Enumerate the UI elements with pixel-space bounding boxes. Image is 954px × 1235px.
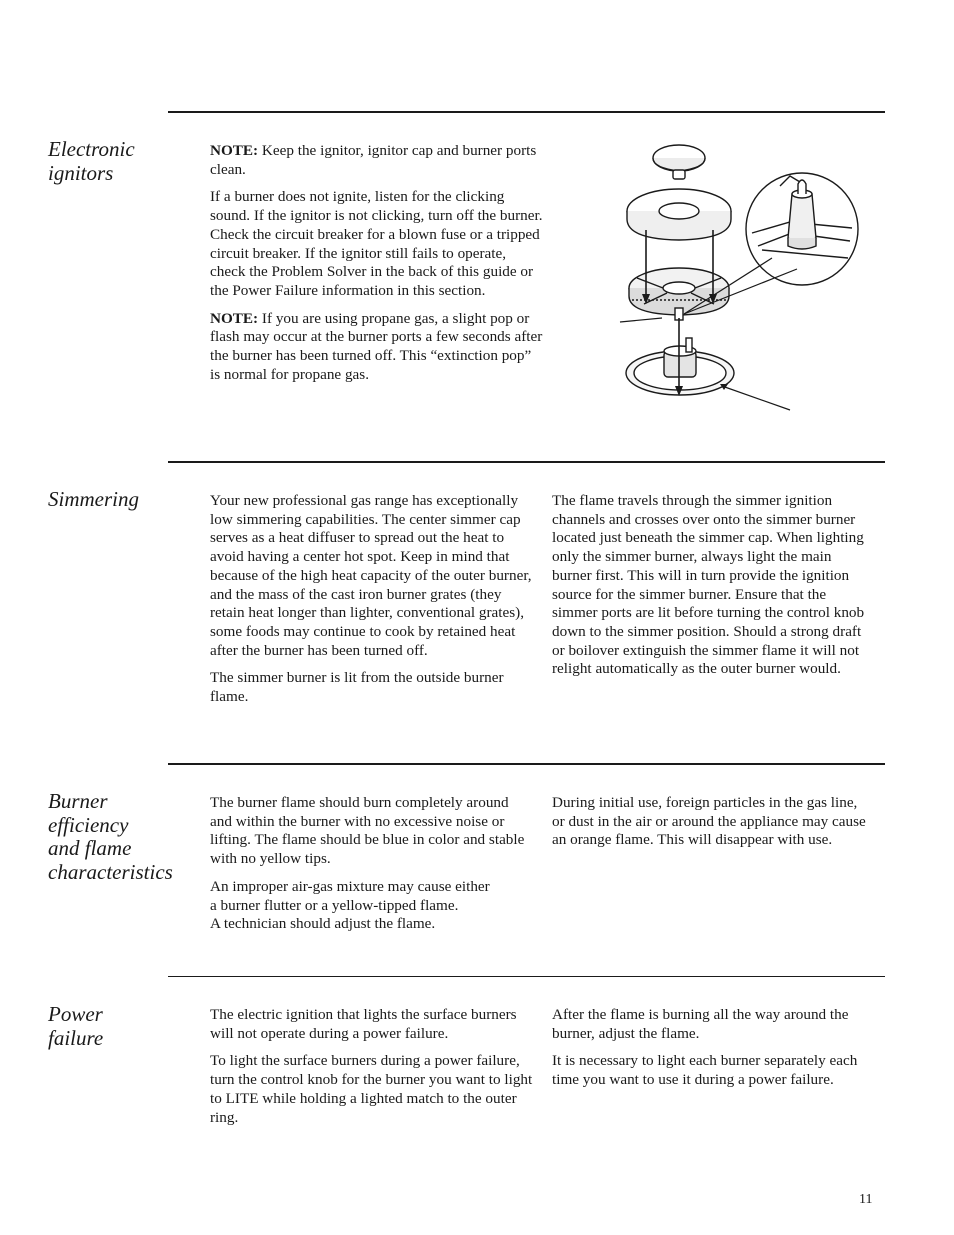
rule-power xyxy=(168,976,885,977)
power-paragraph: The electric ignition that lights the surface burners will not operate during a power failure. xyxy=(210,1006,517,1042)
ignitor-detail-circle xyxy=(746,173,858,285)
efficiency-line: A technician should adjust the flame. xyxy=(210,915,436,933)
efficiency-paragraph xyxy=(210,878,528,934)
note-label: NOTE: xyxy=(210,142,259,159)
simmering-paragraph: Your new professional gas range has exceptionally low simmering capabilities. The center simmer cap serves as a heat diffuser to spread out the heat to avoid having a center hot spot. Keep in mind that because of the high heat capacity of the outer burner, and the mass of the cast iron burner grates (they retain heat longer than lighter, conventional grates), some foods may continue to cook by retained heat after the burner has been turned off. xyxy=(210,492,532,659)
heading-line: ignitors xyxy=(48,160,114,185)
simmering-col-2 xyxy=(552,492,874,688)
simmering-col-1 xyxy=(210,492,538,716)
heading-line: and flame xyxy=(48,836,132,860)
power-col-2 xyxy=(552,1006,870,1099)
heading-electronic-ignitors xyxy=(48,138,198,185)
note-paragraph xyxy=(210,142,544,179)
heading-power-failure xyxy=(48,1003,198,1050)
page-number: 11 xyxy=(859,1192,873,1207)
note-text: Keep the ignitor, ignitor cap and burner ports clean. xyxy=(210,142,537,178)
heading-line: efficiency xyxy=(48,812,129,837)
power-paragraph: It is necessary to light each burner separately each time you want to use it during a power failure. xyxy=(552,1052,858,1089)
simmering-paragraph: The flame travels through the simmer ignition channels and crosses over onto the simmer burner located just beneath the simmer cap. When lighting only the simmer burner, always light the main burner first. This will in turn provide the ignition source for the simmer burner. Ensure that the simmer ports are lit before turning the control knob down to the simmer position. Should a strong draft or boilover extinguish the simmer flame it will not relight automatically as the outer burner would. xyxy=(552,492,865,678)
efficiency-line: An improper air-gas mixture may cause either xyxy=(210,877,490,895)
efficiency-paragraph: The burner flame should burn completely around and within the burner with no excessive noise or lifting. The flame should be blue in color and stable with no yellow tips. xyxy=(210,794,525,868)
power-paragraph: To light the surface burners during a power failure, turn the control knob for the burner you want to light to LITE while holding a lighted match to the outer ring. xyxy=(210,1052,533,1126)
efficiency-col-2 xyxy=(552,794,870,859)
efficiency-line: a burner flutter or a yellow-tipped flame. xyxy=(210,896,459,914)
heading-burner-efficiency xyxy=(48,790,198,884)
ignitors-paragraph: If a burner does not ignite, listen for the clicking sound. If the ignitor is not clicking, turn off the burner. Check the circuit breaker for a blown fuse or a tripped circuit breaker. If the ignitor still fails to operate, check the Problem Solver in the back of this guide or the Power Failure information in this section. xyxy=(210,188,543,299)
ignitors-text xyxy=(210,142,544,393)
note-label: NOTE: xyxy=(210,309,259,327)
rule-simmering xyxy=(168,461,885,463)
heading-simmering xyxy=(48,488,198,512)
heading-line: Simmering xyxy=(48,487,139,511)
simmer-cap-drawing xyxy=(653,145,705,179)
heading-line: failure xyxy=(48,1025,104,1050)
note-text: If you are using propane gas, a slight pop or flash may occur at the burner ports a few seconds after the burner has been turned off. This “extinction pop” is normal for propane gas. xyxy=(210,309,543,383)
heading-line: characteristics xyxy=(48,859,173,884)
heading-line: Power xyxy=(48,1002,103,1026)
power-col-1 xyxy=(210,1006,536,1136)
heading-line: Electronic xyxy=(48,137,135,161)
burner-illustration xyxy=(612,138,862,418)
simmering-paragraph: The simmer burner is lit from the outside burner flame. xyxy=(210,669,504,706)
efficiency-paragraph: During initial use, foreign particles in the gas line, or dust in the air or around the appliance may cause an orange flame. This will disappear with use. xyxy=(552,794,866,849)
burner-cap-drawing xyxy=(627,189,731,240)
heading-line: Burner xyxy=(48,789,108,813)
rule-ignitors xyxy=(168,111,885,113)
rule-efficiency xyxy=(168,763,885,765)
efficiency-col-1 xyxy=(210,794,528,943)
note-paragraph xyxy=(210,310,544,385)
power-paragraph: After the flame is burning all the way around the burner, adjust the flame. xyxy=(552,1006,849,1042)
